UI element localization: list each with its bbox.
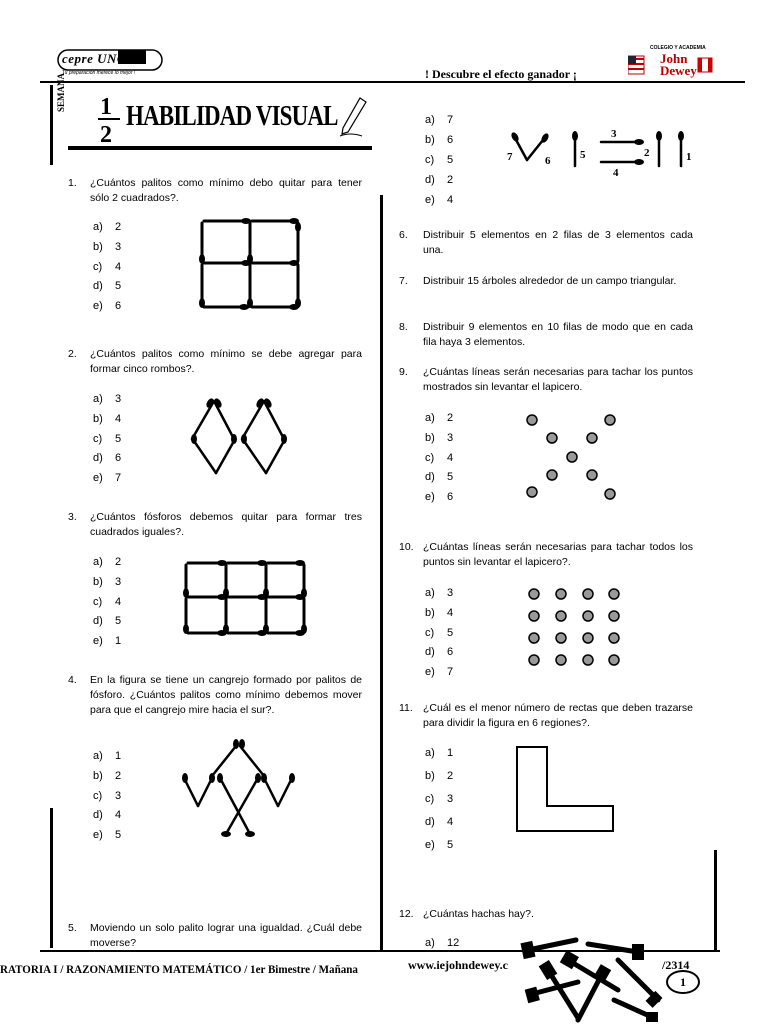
right-margin-rule: [714, 850, 717, 950]
option: a) 2: [93, 556, 122, 568]
question-text: ¿Cuántas líneas serán necesarias para tachar todos los puntos sin levantar el lapicero?.: [423, 541, 693, 568]
title-semana: SEMANA: [56, 72, 66, 112]
title-box-left: [50, 85, 53, 165]
svg-text:2: 2: [100, 122, 112, 144]
question-text: ¿Cuántos fósforos debemos quitar para formar tres cuadrados iguales?.: [90, 511, 362, 538]
option: e) 5: [425, 839, 454, 851]
footer-code: /2314: [662, 958, 690, 972]
question-number: 10.: [399, 541, 414, 553]
footer-website: www.iejohndewey.c: [408, 958, 508, 972]
logo-left-tagline: Tu preparación merece lo mejor !: [62, 70, 136, 76]
option: c) 5: [93, 433, 122, 445]
question-number: 7.: [399, 275, 408, 287]
question-text: ¿Cuántas hachas hay?.: [423, 908, 534, 920]
option: c) 5: [425, 154, 454, 166]
option: a) 2: [93, 221, 122, 233]
option: e) 4: [425, 194, 454, 206]
option: b) 2: [93, 770, 122, 782]
option: a) 1: [93, 750, 122, 762]
option: e) 5: [93, 829, 122, 841]
option: a) 7: [425, 114, 454, 126]
option: a) 3: [93, 393, 122, 405]
option: e) 6: [425, 491, 454, 503]
option: a) 1: [425, 747, 454, 759]
option: d) 4: [425, 816, 454, 828]
option: c) 4: [425, 452, 454, 464]
option: e) 7: [425, 666, 454, 678]
svg-text:1: 1: [100, 94, 112, 120]
pencil-icon: [338, 96, 368, 140]
question-number: 4.: [68, 674, 77, 686]
question-number: 6.: [399, 229, 408, 241]
figure-matchstick-crab: [180, 738, 300, 840]
figure-matchstick-rhombus: [186, 393, 292, 477]
option: b) 4: [425, 607, 454, 619]
option: e) 6: [93, 300, 122, 312]
logo-left-text: cepre UNCP: [62, 51, 135, 66]
option: d) 2: [425, 174, 454, 186]
figure-dots-x: [520, 410, 620, 504]
question-text: ¿Cuál es el menor número de rectas que deben trazarse para dividir la figura en 6 regiones?.: [423, 702, 693, 729]
figure-label: 4: [613, 167, 619, 179]
question-text: ¿Cuántos palitos como mínimo debo quitar para tener sólo 2 cuadrados?.: [90, 177, 362, 204]
question-text: En la figura se tiene un cangrejo formado por palitos de fósforo. ¿Cuántos palitos como mínimo debemos mover para que el cangrejo mire hacia el sur?.: [90, 674, 362, 716]
option: a) 2: [425, 412, 454, 424]
footer-course: RATORIA I / RAZONAMIENTO MATEMÁTICO / 1er Bimestre / Mañana: [0, 962, 358, 976]
option: c) 4: [93, 596, 122, 608]
logo-right-top: COLEGIO Y ACADEMIA: [650, 45, 706, 51]
option: b) 4: [93, 413, 122, 425]
question-text: ¿Cuántas líneas serán necesarias para tachar los puntos mostrados sin levantar el lapicero.: [423, 366, 693, 393]
option: b) 2: [425, 770, 454, 782]
option: b) 3: [425, 432, 454, 444]
option: b) 6: [425, 134, 454, 146]
question-number: 1.: [68, 177, 77, 189]
option: c) 3: [93, 790, 122, 802]
option: d) 5: [93, 615, 122, 627]
option: a) 12: [425, 937, 460, 949]
question-number: 3.: [68, 511, 77, 523]
figure-matchstick-grid: [182, 557, 308, 639]
question-number: 2.: [68, 348, 77, 360]
option: d) 6: [425, 646, 454, 658]
figure-label: 6: [545, 155, 551, 167]
option: d) 5: [93, 280, 122, 292]
logo-right-name1: John: [660, 51, 688, 66]
question-text: Moviendo un solo palito lograr una igualdad. ¿Cuál debe moverse?: [90, 922, 362, 949]
question-text: Distribuir 5 elementos en 2 filas de 3 elementos cada una.: [423, 229, 693, 256]
option: e) 7: [93, 472, 122, 484]
figure-matchstick-squares: [196, 213, 306, 315]
page-number-badge: [666, 970, 700, 994]
option: b) 3: [93, 576, 122, 588]
option: b) 3: [93, 241, 122, 253]
header-slogan: ! Descubre el efecto ganador ¡: [425, 67, 577, 81]
question-number: 11.: [399, 702, 413, 714]
option: c) 3: [425, 793, 454, 805]
title-box-bottom: [68, 146, 372, 150]
figure-label: 3: [611, 128, 617, 140]
figure-dots-grid: [524, 584, 624, 668]
option: d) 6: [93, 452, 122, 464]
option: c) 4: [93, 261, 122, 273]
left-margin-rule: [50, 808, 53, 948]
page-title: HABILIDAD VISUAL: [126, 101, 338, 132]
option: c) 5: [425, 627, 454, 639]
question-number: 8.: [399, 321, 408, 333]
option: d) 4: [93, 809, 122, 821]
option: e) 1: [93, 635, 122, 647]
figure-l-shape: [514, 744, 618, 834]
question-text: Distribuir 9 elementos en 10 filas de modo que en cada fila haya 3 elementos.: [423, 321, 693, 348]
question-text: Distribuir 15 árboles alrededor de un campo triangular.: [423, 275, 677, 287]
question-number: 12.: [399, 908, 414, 920]
figure-matchstick-equation: [505, 126, 705, 182]
question-number: 9.: [399, 366, 408, 378]
figure-label: 1: [686, 151, 692, 163]
figure-label: 2: [644, 147, 650, 159]
figure-label: 5: [580, 149, 586, 161]
title-week-number: [96, 92, 124, 144]
figure-axes: [518, 930, 663, 1024]
column-divider: [380, 195, 383, 950]
option: d) 5: [425, 471, 454, 483]
page-number: 1: [680, 975, 686, 989]
logo-right-name2: Dewey: [660, 63, 697, 78]
footer-rule-top: [40, 950, 720, 952]
figure-label: 7: [507, 151, 513, 163]
question-text: ¿Cuántos palitos como mínimo se debe agregar para formar cinco rombos?.: [90, 348, 362, 375]
header-logo-right: [628, 44, 716, 82]
option: a) 3: [425, 587, 454, 599]
question-number: 5.: [68, 922, 77, 934]
